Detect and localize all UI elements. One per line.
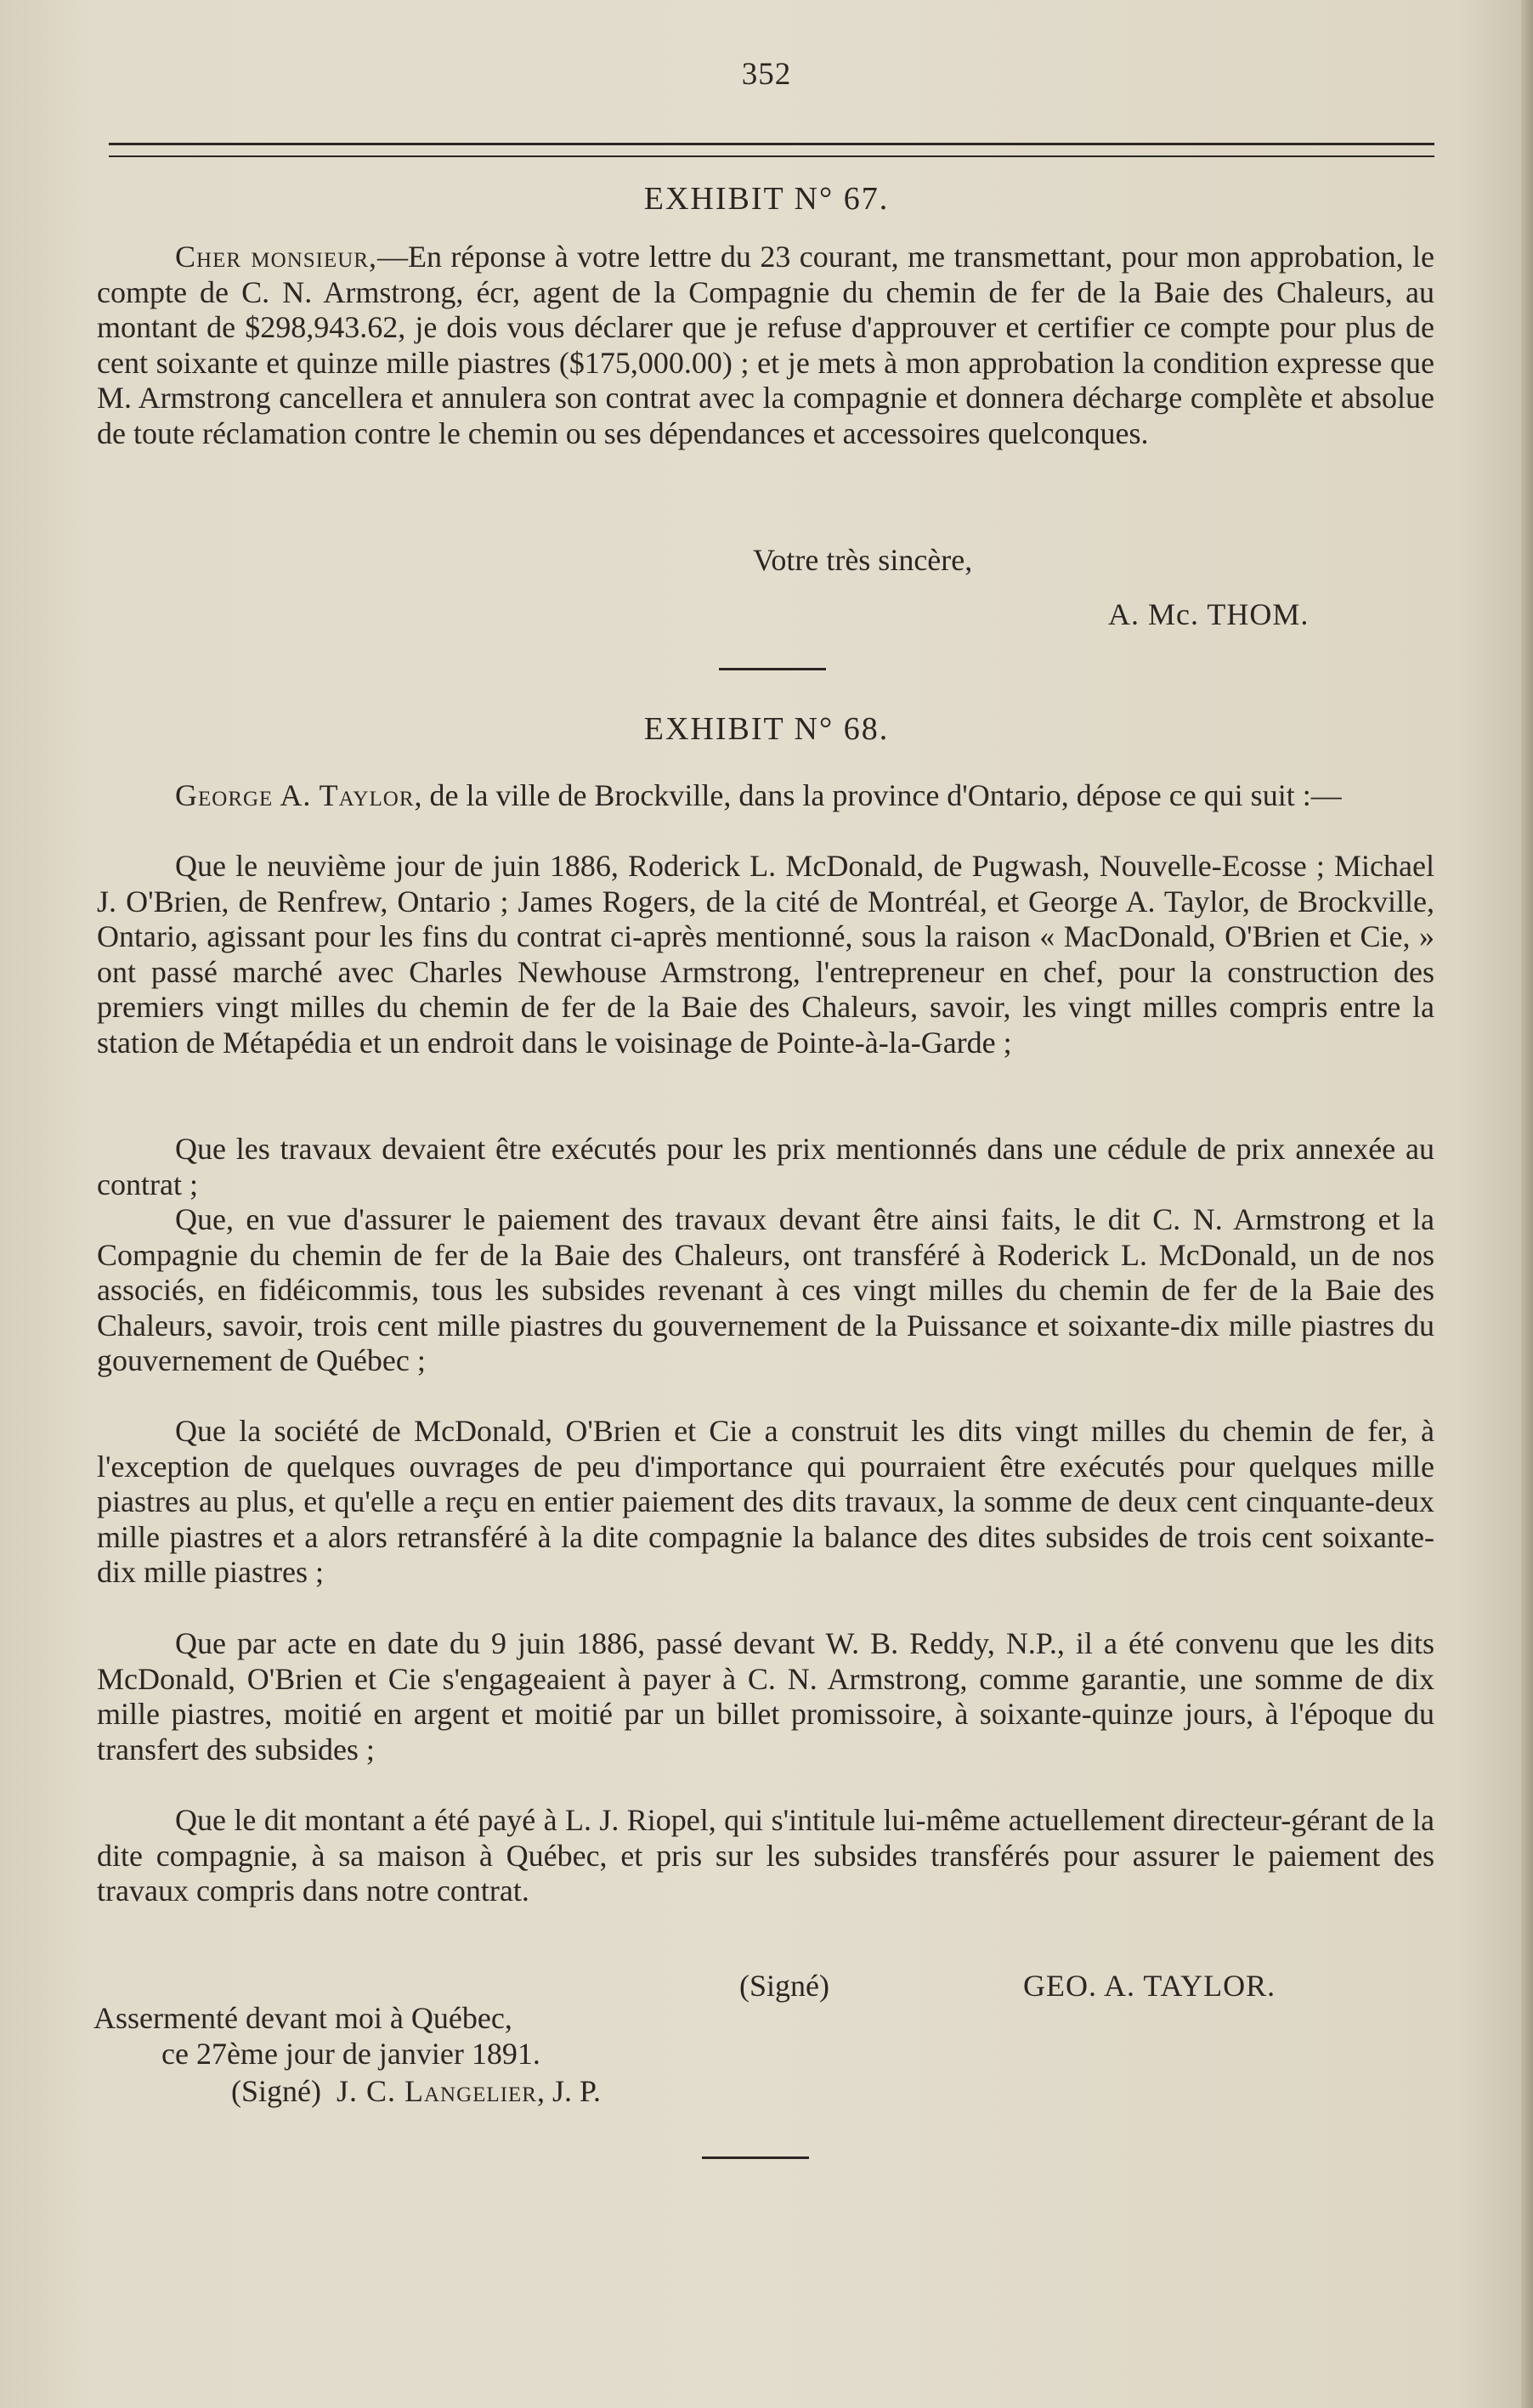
exhibit-68-title: EXHIBIT N° 68. bbox=[643, 711, 890, 747]
page-edge bbox=[1521, 0, 1533, 2408]
signer-name: GEO. A. TAYLOR. bbox=[1023, 1969, 1276, 2003]
paragraph-1: Que le neuvième jour de juin 1886, Roderick L. McDonald, de Pugwash, Nouvelle-Ecosse ; Michael J. O'Brien, de Renfrew, Ontario ; James Rogers, de la cité de Montréal, et George A. Taylor, de Brockville, Ontario, agissant pour les fins du contrat ci-après mentionné, sous la raison « MacDonald, O'Brien et Cie, » ont passé marché avec Charles Newhouse Armstrong, l'entrepreneur en chef, pour la construction des premiers vingt milles du chemin de fer de la Baie des Chaleurs, savoir, les vingt milles compris entre la station de Métapédia et un endroit dans le voisinage de Pointe-à-la-Garde ; bbox=[97, 849, 1434, 1060]
end-divider bbox=[702, 2156, 809, 2159]
sworn-signed-label: (Signé) bbox=[231, 2074, 321, 2108]
sworn-name: J. C. Langelier bbox=[336, 2074, 537, 2108]
exhibit-67-text: —En réponse à votre lettre du 23 courant, me transmettant, pour mon approbation, le compte de C. N. Armstrong, écr, agent de la Compagnie du chemin de fer de la Baie des Chaleurs, au montant de $298,943.62, je dois vous déclarer que je refuse d'approuver et certifier ce compte pour plus de cent soixante et quinze mille piastres ($175,000.00) ; et je mets à mon approbation la condition expresse que M. Armstrong cancellera et annulera son contrat avec la compagnie et donnera décharge complète et absolue de toute réclamation contre le chemin ou ses dépendances et accessoires quelconques. bbox=[97, 240, 1435, 450]
header-double-rule bbox=[109, 143, 1434, 157]
sworn-signature bbox=[231, 2073, 601, 2109]
sworn-title: , J. P. bbox=[536, 2074, 602, 2108]
page-number: 352 bbox=[741, 57, 792, 92]
sworn-line-1: Assermenté devant moi à Québec, bbox=[93, 2001, 512, 2035]
exhibit-68-intro bbox=[97, 778, 1434, 814]
exhibit-67-body bbox=[97, 240, 1434, 452]
closing: Votre très sincère, bbox=[753, 543, 973, 577]
paragraph-6: Que le dit montant a été payé à L. J. Riopel, qui s'intitule lui-même actuellement directeur-gérant de la dite compagnie, à sa maison à Québec, et pris sur les subsides transférés pour assurer le paiement des travaux compris dans notre contrat. bbox=[97, 1803, 1434, 1908]
section-divider bbox=[719, 668, 826, 670]
exhibit-67-title: EXHIBIT N° 67. bbox=[643, 181, 890, 217]
signature-thom: A. Mc. THOM. bbox=[1108, 597, 1310, 631]
paragraph-3: Que, en vue d'assurer le paiement des travaux devant être ainsi faits, le dit C. N. Armstrong et la Compagnie du chemin de fer de la Baie des Chaleurs, ont transféré à Roderick L. McDonald, un de nos associés, en fidéicommis, tous les subsides revenant à ces vingt milles du chemin de fer de la Baie des Chaleurs, savoir, trois cent mille piastres du gouvernement de la Puissance et soixante-dix mille piastres du gouvernement de Québec ; bbox=[97, 1202, 1434, 1378]
sworn-line-2: ce 27ème jour de janvier 1891. bbox=[161, 2037, 540, 2071]
paragraph-4: Que la société de McDonald, O'Brien et Cie a construit les dits vingt milles du chemin de fer, à l'exception de quelques ouvrages de peu d'importance qui pourraient être exécutés pour quelques mille piastres au plus, et qu'elle a reçu en entier paiement des dits travaux, la somme de deux cent cinquante-deux mille piastres et a alors retransféré à la dite compagnie la balance des dites subsides de trois cent soixante-dix mille piastres ; bbox=[97, 1414, 1434, 1590]
paragraph-5: Que par acte en date du 9 juin 1886, passé devant W. B. Reddy, N.P., il a été convenu que les dits McDonald, O'Brien et Cie s'engageaient à payer à C. N. Armstrong, comme garantie, une somme de dix mille piastres, moitié en argent et moitié par un billet promissoire, à soixante-quinze jours, à l'époque du transfert des subsides ; bbox=[97, 1626, 1434, 1766]
intro-text: , de la ville de Brockville, dans la province d'Ontario, dépose ce qui suit :— bbox=[414, 778, 1342, 812]
deponent-name: George A. Taylor bbox=[175, 778, 415, 812]
signed-label: (Signé) bbox=[739, 1969, 829, 2003]
paragraph-2: Que les travaux devaient être exécutés pour les prix mentionnés dans une cédule de prix annexée au contrat ; bbox=[97, 1132, 1434, 1201]
salutation: Cher monsieur, bbox=[175, 240, 377, 274]
